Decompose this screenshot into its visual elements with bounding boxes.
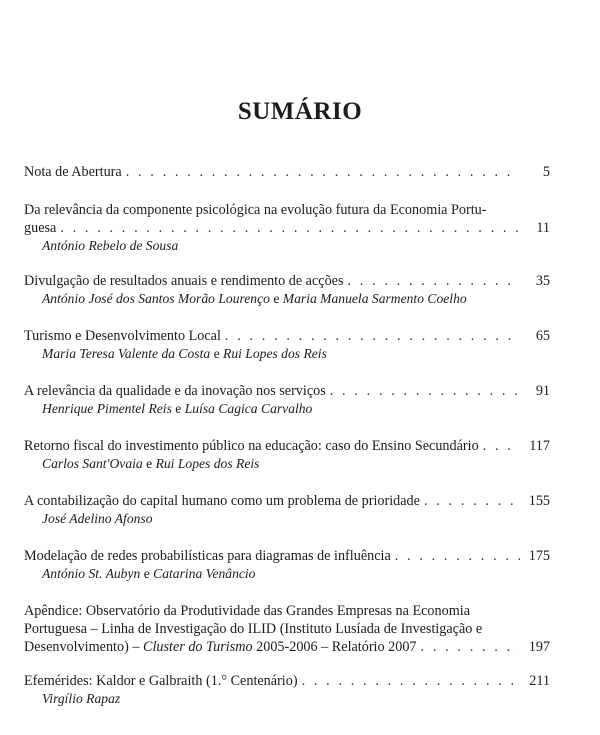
toc-page-number: 65 <box>535 328 550 344</box>
toc-entry-title-line <box>24 638 417 656</box>
dot-leader <box>483 437 520 455</box>
toc-line <box>24 492 550 510</box>
toc-page-number: 155 <box>528 493 550 509</box>
dot-leader <box>225 327 520 345</box>
toc-line <box>24 547 550 565</box>
dot-leader <box>421 638 520 656</box>
toc-line <box>24 163 550 181</box>
toc-line <box>24 638 550 656</box>
author-name: Virgílio Rapaz <box>42 691 121 706</box>
dot-leader <box>395 547 520 565</box>
title-segment-italic: Cluster do Turismo <box>143 639 253 655</box>
toc-entry-authors <box>24 290 550 308</box>
toc-entry-qualidade-inovacao[interactable] <box>24 382 550 418</box>
dot-leader <box>302 672 520 690</box>
toc-line <box>24 219 550 237</box>
author-connector: e <box>175 401 182 416</box>
toc-entry-retorno-fiscal[interactable] <box>24 437 550 473</box>
page-title: SUMÁRIO <box>237 98 363 125</box>
toc-line <box>24 382 550 400</box>
toc-entry-redes-probabilisticas[interactable] <box>24 547 550 583</box>
toc-entry-nota-de-abertura[interactable] <box>24 163 550 181</box>
toc-entry-authors <box>24 510 550 528</box>
toc-entry-title: Nota de Abertura <box>24 164 122 180</box>
author-connector: e <box>213 346 220 361</box>
dot-leader <box>348 272 521 290</box>
toc-line <box>24 272 550 290</box>
toc-page-number: 117 <box>529 438 550 454</box>
toc-entry-title: Efemérides: Kaldor e Galbraith (1.° Centenário) <box>24 673 298 689</box>
toc-entry-authors <box>24 345 550 363</box>
author-name: António St. Aubyn <box>42 566 141 581</box>
toc-entry-relevancia-psicologica[interactable] <box>24 201 550 255</box>
dot-leader <box>330 382 520 400</box>
toc-page-number: 11 <box>536 220 550 236</box>
author-name: Carlos Sant'Ovaia <box>42 456 143 471</box>
author-connector: e <box>273 291 280 306</box>
dot-leader <box>126 163 520 181</box>
author-name: Catarina Venâncio <box>153 566 256 581</box>
toc-line <box>24 437 550 455</box>
toc-entry-title: Divulgação de resultados anuais e rendimento de acções <box>24 273 344 289</box>
toc-entry-turismo-desenvolvimento[interactable] <box>24 327 550 363</box>
author-name: Henrique Pimentel Reis <box>42 401 172 416</box>
toc-page-number: 91 <box>535 383 550 399</box>
toc-entry-title: Retorno fiscal do investimento público na educação: caso do Ensino Secundário <box>24 438 479 454</box>
toc-entry-title-line: guesa <box>24 220 57 236</box>
toc-entry-title-line: Apêndice: Observatório da Produtividade das Grandes Empresas na Economia <box>24 603 470 619</box>
toc-line <box>24 327 550 345</box>
toc-entry-title: Modelação de redes probabilísticas para diagramas de influência <box>24 548 391 564</box>
toc-entry-apendice-observatorio[interactable] <box>24 602 550 656</box>
dot-leader <box>60 219 520 237</box>
author-connector: e <box>143 566 150 581</box>
dot-leader <box>424 492 520 510</box>
toc-entry-authors <box>24 400 550 418</box>
toc-entry-capital-humano[interactable] <box>24 492 550 528</box>
author-name: António Rebelo de Sousa <box>42 238 179 253</box>
toc-entry-efemerides[interactable] <box>24 672 550 708</box>
author-name: José Adelino Afonso <box>42 511 153 526</box>
toc-page-number: 175 <box>528 548 550 564</box>
toc-entry-authors <box>24 237 550 255</box>
author-name: António José dos Santos Morão Lourenço <box>42 291 270 306</box>
toc-entry-title: Turismo e Desenvolvimento Local <box>24 328 221 344</box>
toc-entry-divulgacao-resultados[interactable] <box>24 272 550 308</box>
toc-entry-authors <box>24 455 550 473</box>
toc-entry-title-line: Da relevância da componente psicológica na evolução futura da Economia Portu- <box>24 202 487 218</box>
toc-entry-authors <box>24 690 550 708</box>
author-name: Rui Lopes dos Reis <box>155 456 260 471</box>
toc-page-number: 5 <box>542 164 550 180</box>
toc-line <box>24 672 550 690</box>
author-name: Rui Lopes dos Reis <box>223 346 327 361</box>
toc-entry-title-line: Portuguesa – Linha de Investigação do ILID (Instituto Lusíada de Investigação e <box>24 621 483 637</box>
author-name: Luísa Cagica Carvalho <box>184 401 313 416</box>
toc-page-number: 35 <box>535 273 550 289</box>
title-segment: Desenvolvimento) – <box>24 639 140 655</box>
toc-entry-title: A relevância da qualidade e da inovação nos serviços <box>24 383 326 399</box>
author-connector: e <box>146 456 153 471</box>
author-name: Maria Teresa Valente da Costa <box>42 346 211 361</box>
toc-entry-authors <box>24 565 550 583</box>
toc-page-number: 211 <box>529 673 550 689</box>
title-segment: 2005-2006 – Relatório 2007 <box>256 639 417 655</box>
toc-page-number: 197 <box>528 639 550 655</box>
author-name: Maria Manuela Sarmento Coelho <box>282 291 467 306</box>
toc-entry-title: A contabilização do capital humano como um problema de prioridade <box>24 493 420 509</box>
